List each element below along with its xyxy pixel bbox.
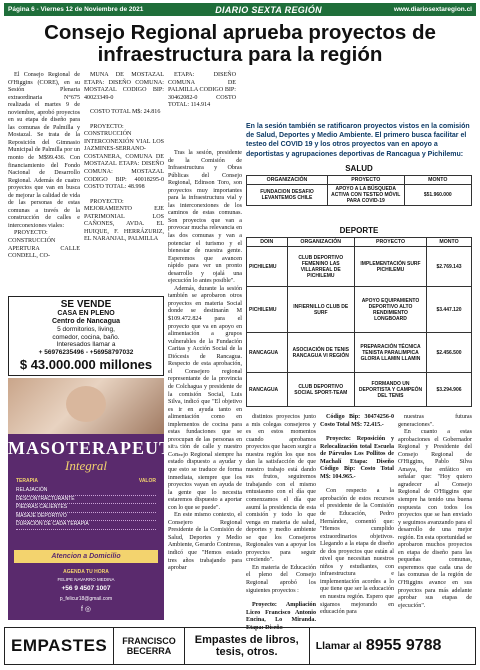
paragraph: PROYECTO: MEJORAMIENTO EJE PATRIMONIAL LOS CAÑONES, AVDA. EL HUIQUE, F. HERRÁZURIZ, EL NARANJAL, PALMILLA <box>84 198 164 243</box>
table-cell: CLUB DEPORTIVO SOCIAL SPORT-TEAM <box>287 373 355 407</box>
ad-location: Centro de Nancagua <box>51 318 121 325</box>
agenda-label: AGENDA TU HORA <box>63 569 109 575</box>
ad-brand-subtitle: Integral <box>65 458 107 473</box>
paragraph: PROYECTO: CONSTRUCCIÓN APERTURA CALLE CONDELL, CO- <box>8 230 80 260</box>
ad-price: $ 43.000.000 millones <box>19 356 153 372</box>
phone-number: 8955 9788 <box>365 637 442 654</box>
paragraph: En materia de Educación el pleno del Consejo Regional aprobó los siguientes proyectos : <box>246 564 316 594</box>
service-list <box>16 487 156 530</box>
ad-photo <box>8 378 164 434</box>
article-column-7 <box>398 414 472 619</box>
list-item: DURACIÓN DE CADA TERAPIA <box>16 521 156 530</box>
service-tagline: Empastes de libros, tesis, otros. <box>185 628 310 664</box>
table-row <box>247 373 472 407</box>
table-header-row <box>247 176 472 185</box>
service-col-label: TERAPIA <box>16 478 38 484</box>
social-icons: f ◎ <box>81 606 91 613</box>
paragraph: distintos proyectos junto a mis colegas consejeros y es en estos momentos cuando aprobamos proyectos que hacen surgir a nuestra región los que nos dan la satisfacción de que nuestro trabajo está dando sus frutos, seguiremos trabajando con el mismo entusiasmo con el día que comenzamos el día que asumí la presidencia de esta comisión y todo lo que venga en materia de salud, deportes y medio ambiente se que los Consejeros Regionales van a apoyar los proyectos para seguir creciendo". <box>246 414 316 564</box>
table-cell: $51.960.000 <box>404 185 472 206</box>
column-header: PROYECTO <box>355 238 427 247</box>
deporte-table-title: DEPORTE <box>339 226 379 235</box>
table-cell: IMPLEMENTACIÓN SURF PICHILEMU <box>355 247 427 287</box>
table-cell: $3.447.120 <box>427 287 472 333</box>
call-label: Llamar al <box>315 640 362 652</box>
article-column-5 <box>246 414 316 631</box>
paragraph: En cuanto a estas aprobaciones el Gobernador Regional y Presidente del Consejo Regional de O'Higgins, Pablo Silva Amaya, fue enfático en señalar que: "Hoy quiero agradecer al Consejo Regional de O'Higgins que siempre ha tenido una buena respuesta con todos los proyectos que se han enviado y seguimos avanzando para el desarrollo de una mejor región. En esta oportunidad se aprobaron muchos proyectos en etapa de diseño para las pequeñas comunas, esperemos que cada una de las comunas de la región de O'Higgins avance en sus proyectos para más adelante aprobar sus etapas de ejecución". <box>398 429 472 609</box>
deporte-table <box>246 237 472 407</box>
paragraph: MUNA DE MOSTAZAL ETAPA: DISEÑO COMUNA: MOSTAZAL CODIGO BIP: 40023349-0 <box>84 72 164 101</box>
table-header-row <box>247 238 472 247</box>
headline: Consejo Regional aprueba proyectos de infraestructura para la región <box>44 21 436 66</box>
bookbinding-brand: EMPASTES <box>5 628 114 664</box>
table-cell: ASOCIACIÓN DE TENIS RANCAGUA VI REGIÓN <box>287 333 355 373</box>
table-row <box>247 247 472 287</box>
table-cell: RANCAGUA <box>247 373 288 407</box>
ad-text: comedor, cocina, baño. <box>52 333 120 341</box>
table-row <box>247 333 472 373</box>
massage-therapist-ad <box>8 378 185 620</box>
therapist-name: FELIPE NAVARRO MEDINA <box>57 577 115 582</box>
table-cell: RANCAGUA <box>247 333 288 373</box>
list-item: MASAJE DEPORTIVO <box>16 513 156 522</box>
table-cell: PICHILEMU <box>247 247 288 287</box>
paragraph: El Consejo Regional de O'Higgins (CORE), en su Sesión Plenaria extraordinaria N°675 realizada el martes 9 de noviembre, aprobó proyectos en su etapa de diseño para las comunas de Palmilla y Mostazal. Se trata de la Reposición del Gimnasio Municipal de Palmilla por un monto de M$99.436. Con financiamiento del Fondo Nacional de Desarrollo Regional. Además de cuatro proyectos que van en busca de mejorar la calidad de vida de las personas de estas comunas a través de la construcción de calles e interconexiones viales: <box>8 72 80 229</box>
column-header: DOIN <box>247 238 288 247</box>
call-to-action <box>310 637 448 655</box>
table-cell: APOYO A LA BÚSQUEDA ACTIVA CON TESTEO MÓVIL PARA COVID-19 <box>328 185 405 206</box>
salud-table <box>246 175 472 206</box>
paragraph: Proyecto: Ampliación Liceo Francisco Antonio Encina, Lo Miranda. Etapa: Diseño <box>246 602 316 631</box>
website-link[interactable]: www.diariosextaregion.cl <box>393 6 472 13</box>
ad-text: Interesados llamar a <box>56 341 116 348</box>
paragraph: PROYECTO: CONSTRUCCIÓN INTERCONEXIÓN VIAL LOS JAZMINES-SERRANO-COSTANERA, COMUNA DE MOSTAZAL ETAPA: DISEÑO COMUNA: MOSTAZAL CODIGO BIP: 40018295-0 COSTO TOTAL: 48.998 <box>84 123 164 191</box>
home-service-banner: Atencion a Domicilio <box>14 550 158 563</box>
paragraph: En este mismo contexto, el Consejero Regional Presidente de la Comisión de Salud, Deportes y Medio Ambiente, Gerardo Contreras, indicó que "Hemos estado tres años trabajando para aprobar <box>168 512 242 572</box>
list-item: RELAJACIÓN <box>16 487 156 496</box>
paragraph: Código Bip: 30474256-0 Costo Total M$: 72.415.- <box>320 414 394 428</box>
ad-brand: MASOTERAPEUTA <box>8 438 185 458</box>
table-cell: $3.294.906 <box>427 373 472 407</box>
article-column-4 <box>168 150 242 620</box>
column-header: MONTO <box>427 238 472 247</box>
publication-name: DIARIO SEXTA REGIÓN <box>215 4 322 15</box>
salud-table-title: SALUD <box>345 164 373 173</box>
table-cell: APOYO EQUIPAMIENTO DEPORTIVO ALTO RENDIMIENTO LONGBOARD <box>355 287 427 333</box>
table-cell: $2.769.143 <box>427 247 472 287</box>
paragraph: ETAPA: DISEÑO COMUNA DE PALMILLA CODIGO BIP: 30462082-0 COSTO TOTAL: 114.914 <box>168 72 236 109</box>
table-cell: CLUB DEPORTIVO FEMENINO LAS VILLARREAL DE PICHILEMU <box>287 247 355 287</box>
table-cell: INFIERNILLO CLUB DE SURF <box>287 287 355 333</box>
page-date: Página 6 - Viernes 12 de Noviembre de 2021 <box>8 6 144 13</box>
table-cell: PICHILEMU <box>247 287 288 333</box>
table-cell: FORMANDO UN DEPORTISTA Y CAMPEÓN DEL TENIS <box>355 373 427 407</box>
list-item: PIEDRAS CALIENTES <box>16 504 156 513</box>
article-column-2 <box>84 72 164 294</box>
column-header: MONTO <box>404 176 472 185</box>
paragraph: Con respecto a la aprobación de estos recursos el presidente de la Comisión de Educación, Pedro Hernández, comentó que: "Hemos cumplido extraordinarios objetivos. Llegando a la etapa de diseño de dos proyectos que están al nivel que necesitan nuestros niños y estudiantes, con infraestructura e implementación acordes a lo que tiene que ser la educación en nuestra región. Espero que sigamos mejorando en educación para <box>320 488 394 616</box>
ad-phones: + 56976235496 - +56958797032 <box>38 348 134 356</box>
table-row <box>247 185 472 206</box>
ad-subheading: CASA EN PLENO <box>57 310 115 317</box>
ad-text: 5 dormitorios, living, <box>57 326 115 333</box>
article-column-3 <box>168 72 236 144</box>
phone-number: +56 9 4507 1007 <box>61 585 111 592</box>
email-address: p_felicur18@gmail.com <box>59 596 113 602</box>
bottom-banner-ad <box>4 627 476 665</box>
page-header-bar <box>4 3 476 16</box>
column-header: ORGANIZACIÓN <box>287 238 355 247</box>
paragraph: nuestras futuras generaciones". <box>398 414 472 428</box>
table-cell: FUNDACION DESAFIO LEVANTEMOS CHILE <box>247 185 328 206</box>
article-column-1 <box>8 72 80 294</box>
table-cell: $2.456.500 <box>427 333 472 373</box>
article-column-6 <box>320 414 394 619</box>
paragraph: COSTO TOTAL M$: 24.816 <box>90 109 161 116</box>
paragraph: Proyecto: Reposición y Relocalización total Escuela de Párvulos Los Pollitos de Machalí Etapa: Diseño Código Bip: Costo Total M$: 104.965.- <box>320 436 394 480</box>
list-item: DESCONTRACTURANTE <box>16 496 156 505</box>
paragraph: Además, durante la sesión también se aprobaron otros proyectos en materia Social donde se destinarán M $109.472.824 para el proyecto que va en apoyo en alimentación a grupos vulnerables de la Fundación Caritas y Acción Social de la Diócesis de Rancagua. Respecto de esta aprobación, el Consejero regional representante de la provincia de Colchagua y presidente de la comisión Social, Luis Silva, indicó que "El objetivo es ir en ayuda tanto en alimentación como en implementos de cocina para estas fundaciones que se preocupan de las personas en situación de calle y nuestro Consejo Regional siempre ha estado dispuesto a ayudar y que esto se traduce de forma inmediata, siempre que los proyectos vayan en ayuda de la gente que lo necesita estaremos dispuesto a aportar con lo que se puede". <box>168 285 242 511</box>
column-header: PROYECTO <box>328 176 405 185</box>
owner-name: FRANCISCO BECERRA <box>114 628 185 664</box>
price-col-label: VALOR <box>138 478 156 484</box>
person-image <box>66 386 106 422</box>
classified-ad-house-sale <box>8 296 164 376</box>
service-header <box>16 478 156 484</box>
column-header: ORGANIZACIÓN <box>247 176 328 185</box>
paragraph: Tras la sesión, presidente de la Comisión de Infraestructura y Obras Públicas del Consejo Regional, Edinson Toro, son proyectos muy importantes para la infraestructura vial y las interconexiones de los caminos de estas comunas. Son proyectos que van a provocar mucha relevancia en las dos comunas y van a potenciar el turismo y el bienestar de nuestra gente. Esperemos que avancen rápido para ver un pronto desarrollo y ojalá una ejecución lo antes posible". <box>168 150 242 285</box>
table-cell: PREPARACIÓN TÉCNICA TENISTA PARALIMPICA GLORIA LLAMIN LLAMIN <box>355 333 427 373</box>
ad-heading: SE VENDE <box>60 299 112 310</box>
table-row <box>247 287 472 333</box>
intro-summary: En la sesión también se ratificaron proyectos vistos en la comisión de Salud, Deportes y Medio Ambiente. El primero busca facilitar el testeo del COVID 19 y los otros proyectos van en apoyo a deportistas y agrupaciones deportivas de Rancagua y Pichilemu: <box>246 123 470 158</box>
